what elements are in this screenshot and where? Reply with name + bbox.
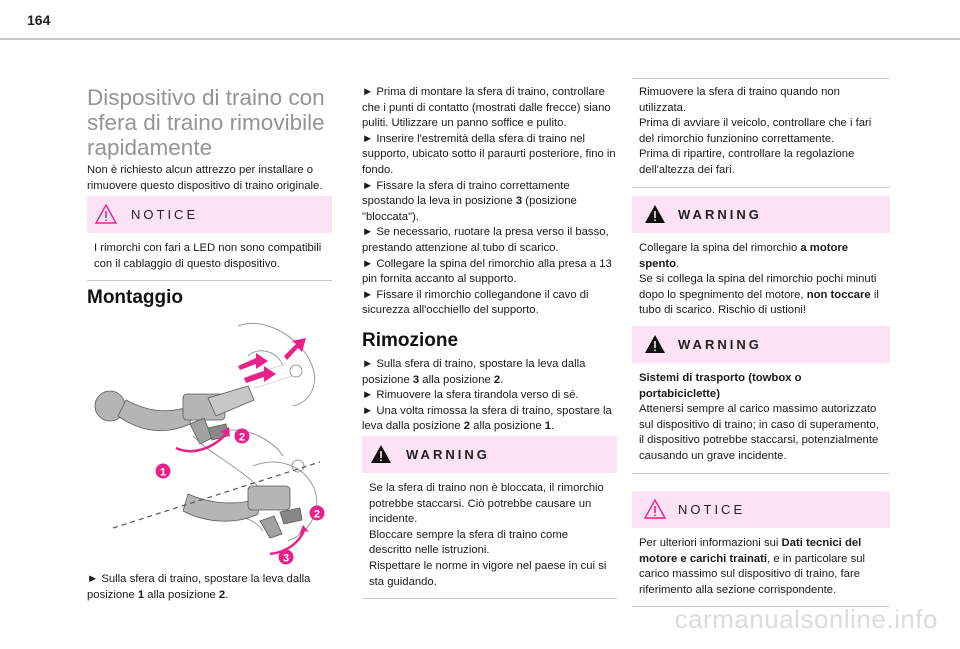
warning-1-line-2: Bloccare sempre la sfera di traino come descritto nelle istruzioni. — [369, 528, 569, 557]
w2-bold-2: non toccare — [806, 288, 871, 301]
rimozione-step-2: ► Rimuovere la sfera tirandola verso di sé. — [362, 389, 579, 402]
warning-body-3 — [632, 363, 890, 473]
info-line-3: Prima di ripartire, controllare la regolazione dell'altezza dei fari. — [639, 148, 855, 176]
r3-pos-a: 2 — [463, 420, 471, 433]
callout-2b-label: 2 — [313, 508, 321, 521]
notice-label-2: NOTICE — [678, 502, 746, 517]
rimozione-steps — [362, 357, 617, 435]
caption-text-c: . — [225, 588, 229, 601]
warning-header-2 — [632, 196, 890, 233]
step-3 — [362, 179, 617, 226]
r1-pos-b: 2 — [493, 373, 501, 386]
warning-1-line-3: Rispettare le norme in vigore nel paese in cui si sta guidando. — [369, 559, 607, 588]
warning-3-text: Attenersi sempre al carico massimo autorizzato sul dispositivo di traino; in caso di superamento, il dispositivo potrebbe staccarsi, potenzialmente causando un grave incidente. — [639, 403, 879, 462]
caption-pos-1: 1 — [137, 588, 145, 601]
warning-1-line-1: Se la sfera di traino non è bloccata, il rimorchio potrebbe staccarsi. Ciò potrebbe causare un incidente. — [369, 482, 604, 526]
section-heading-rimozione: Rimozione — [362, 330, 459, 351]
n2-a: Per ulteriori informazioni sui — [639, 537, 782, 549]
intro-text: Non è richiesto alcun attrezzo per installare o rimuovere questo dispositivo di traino originale. — [87, 164, 323, 192]
step-3-pos: 3 — [515, 195, 523, 208]
figure-caption — [87, 572, 332, 603]
section-heading-montaggio: Montaggio — [87, 287, 184, 308]
top-divider — [0, 38, 960, 40]
notice-text: I rimorchi con fari a LED non sono compatibili con il cablaggio di questo dispositivo. — [94, 242, 322, 270]
warning-triangle-icon — [644, 334, 666, 354]
warning-label-2: WARNING — [678, 207, 762, 222]
warning-3-title — [639, 371, 880, 402]
r3-b: alla posizione — [470, 420, 545, 433]
step-2: ► Inserire l'estremità della sfera di traino nel supporto, ubicato sotto il paraurti posteriore, fino in fondo. — [362, 132, 616, 176]
w3-bold: Sistemi di trasporto (towbox o portabiciclette) — [639, 372, 802, 400]
warning-label-3: WARNING — [678, 337, 762, 352]
w2-b: . — [676, 257, 680, 270]
warning-box-2 — [632, 196, 890, 328]
warning-box-1 — [362, 436, 617, 599]
warning-header-1 — [362, 436, 617, 473]
notice-header — [87, 196, 332, 233]
step-4: ► Se necessario, ruotare la presa verso il basso, prestando attenzione al tubo di scarico. — [362, 226, 609, 254]
r3-pos-b: 1 — [544, 420, 552, 433]
callout-3-label: 3 — [282, 552, 290, 565]
w2-a: Collegare la spina del rimorchio — [639, 242, 801, 254]
notice-triangle-icon — [644, 499, 666, 519]
w2-bold: a motore spento — [639, 242, 849, 270]
rimozione-step-3 — [362, 404, 617, 435]
notice-header-2 — [632, 491, 890, 528]
n2-bold: Dati tecnici del motore e carichi trainati — [639, 537, 862, 565]
warning-header-3 — [632, 326, 890, 363]
w2-d: il tubo di scarico. Rischio di ustioni! — [639, 288, 879, 317]
r1-a: ► Sulla sfera di traino, spostare la leva dalla posizione — [362, 358, 586, 386]
warning-2-line-2 — [639, 272, 880, 319]
info-box — [632, 78, 890, 188]
watermark: carmanualsonline.info — [674, 604, 938, 634]
callout-1-label: 1 — [159, 466, 167, 479]
warning-box-3 — [632, 326, 890, 474]
warning-body-2 — [632, 233, 890, 327]
notice-box-1 — [87, 196, 332, 281]
page-title: Dispositivo di traino con sfera di traino rimovibile rapidamente — [87, 85, 325, 160]
w2-c: Se si collega la spina del rimorchio pochi minuti dopo lo spegnimento del motore, — [639, 273, 877, 301]
step-5: ► Collegare la spina del rimorchio alla presa a 13 pin fornita accanto al supporto. — [362, 257, 612, 286]
step-1: ► Prima di montare la sfera di traino, controllare che i punti di contatto (mostrati dalle frecce) siano puliti. Utilizzare un panno soffice e pulito. — [362, 86, 611, 130]
step-3-a: ► Fissare la sfera di traino correttamente spostando la leva in posizione — [362, 179, 570, 208]
r3-a: ► Una volta rimossa la sfera di traino, spostare la leva dalla posizione — [362, 404, 612, 433]
info-body — [632, 79, 890, 187]
notice-triangle-icon — [95, 204, 117, 224]
warning-2-line-1 — [639, 241, 880, 272]
caption-pos-2: 2 — [218, 588, 226, 601]
notice-box-2 — [632, 491, 890, 607]
step-3-b: (posizione "bloccata"). — [362, 195, 577, 223]
info-line-1: Rimuovere la sfera di traino quando non utilizzata. — [639, 86, 840, 114]
r1-c: . — [500, 373, 504, 386]
notice-label: NOTICE — [131, 207, 199, 222]
step-6: ► Fissare il rimorchio collegandone il cavo di sicurezza all'occhiello del supporto. — [362, 288, 589, 317]
rimozione-step-1 — [362, 357, 617, 388]
r1-pos-a: 3 — [412, 373, 420, 386]
r3-c: . — [551, 420, 555, 433]
caption-text-b: alla posizione — [144, 588, 219, 601]
page-number: 164 — [27, 12, 51, 28]
warning-triangle-icon — [644, 204, 666, 224]
callout-2-label: 2 — [238, 431, 246, 444]
r1-b: alla posizione — [419, 373, 494, 386]
caption-text-a: ► Sulla sfera di traino, spostare la leva dalla posizione — [87, 573, 311, 601]
notice-body-2 — [632, 528, 890, 606]
warning-triangle-icon — [370, 444, 392, 464]
info-line-2: Prima di avviare il veicolo, controllare che i fari del rimorchio funzionino correttamente. — [639, 117, 872, 145]
warning-body-1 — [362, 473, 617, 598]
montaggio-steps — [362, 85, 617, 319]
towbar-illustration — [88, 316, 334, 566]
warning-label-1: WARNING — [406, 447, 490, 462]
n2-b: , e in particolare sul carico massimo sul dispositivo di traino, fare riferimento alla sezione corrispondente. — [639, 552, 866, 596]
